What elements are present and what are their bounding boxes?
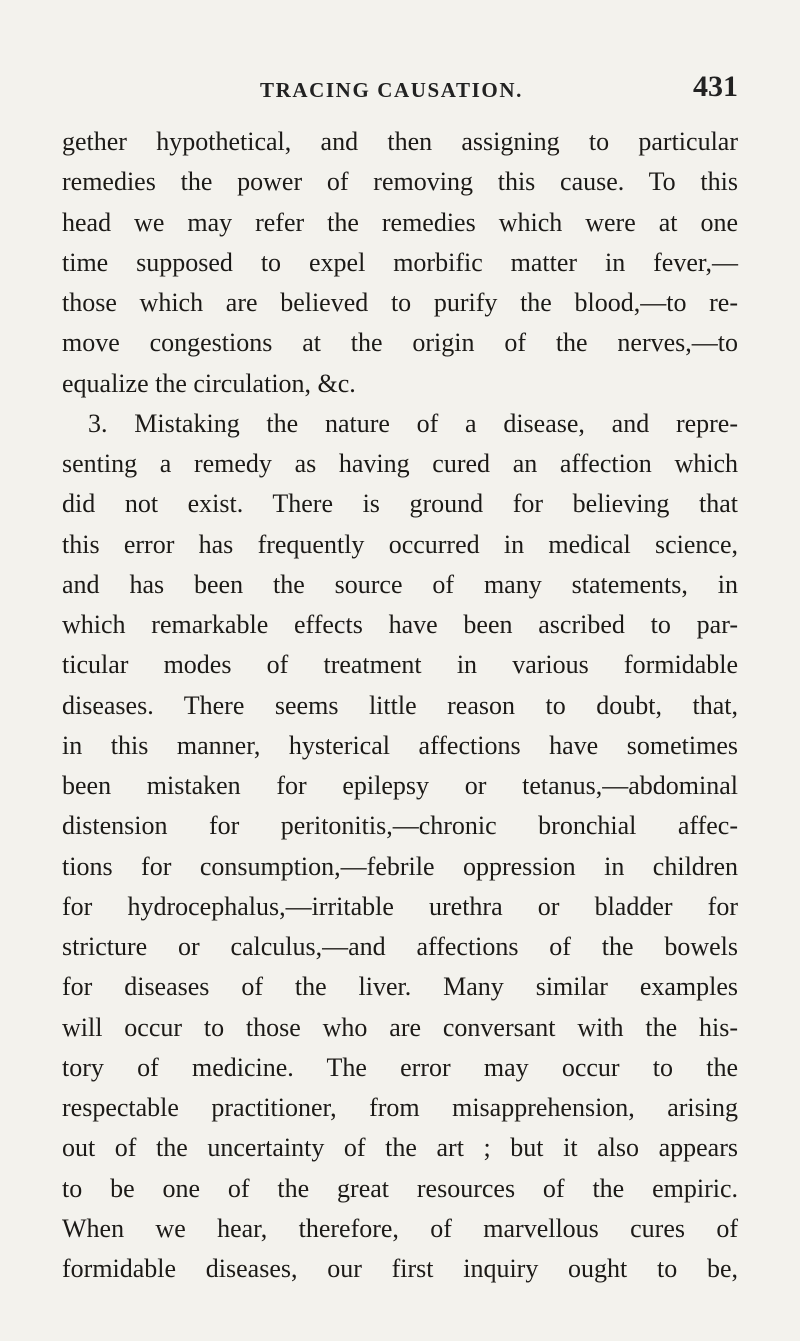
text-line: this error has frequently occurred in medical science,	[62, 529, 738, 559]
text-line: for diseases of the liver. Many similar examples	[62, 972, 738, 1002]
body-text	[62, 122, 738, 1289]
text-line: formidable diseases, our first inquiry ought to be,	[62, 1254, 738, 1283]
text-line: to be one of the great resources of the empiric.	[62, 1173, 738, 1203]
text-line: will occur to those who are conversant with the his-	[62, 1012, 738, 1042]
text-line: ticular modes of treatment in various formidable	[62, 650, 738, 680]
text-line: distension for peritonitis,—chronic bronchial affec-	[62, 811, 738, 841]
text-line: diseases. There seems little reason to doubt, that,	[62, 690, 738, 720]
text-line: time supposed to expel morbific matter in fever,—	[62, 247, 738, 277]
text-line: out of the uncertainty of the art ; but it also appears	[62, 1133, 738, 1163]
text-line: been mistaken for epilepsy or tetanus,—abdominal	[62, 771, 738, 800]
text-line: 3. Mistaking the nature of a disease, and repre-	[88, 408, 738, 438]
running-head	[60, 70, 738, 110]
text-line: senting a remedy as having cured an affection which	[62, 449, 738, 478]
text-line: did not exist. There is ground for believing that	[62, 489, 738, 519]
running-title: TRACING CAUSATION.	[260, 78, 523, 102]
text-line: respectable practitioner, from misapprehension, arising	[62, 1093, 738, 1122]
text-line: equalize the circulation, &c.	[62, 368, 356, 398]
text-line: remedies the power of removing this cause. To this	[62, 167, 738, 197]
text-line: gether hypothetical, and then assigning to particular	[62, 127, 738, 156]
text-line: move congestions at the origin of the nerves,—to	[62, 328, 738, 358]
text-line: stricture or calculus,—and affections of the bowels	[62, 932, 738, 961]
text-line: in this manner, hysterical affections have sometimes	[62, 730, 738, 760]
text-line: tions for consumption,—febrile oppression in children	[62, 851, 738, 881]
text-line: tory of medicine. The error may occur to the	[62, 1052, 738, 1082]
page-number: 431	[693, 70, 738, 103]
text-line: those which are believed to purify the blood,—to re-	[62, 288, 738, 317]
text-line: which remarkable effects have been ascribed to par-	[62, 610, 738, 639]
text-line: and has been the source of many statements, in	[62, 569, 738, 599]
text-line: When we hear, therefore, of marvellous cures of	[62, 1213, 738, 1243]
text-line: for hydrocephalus,—irritable urethra or bladder for	[62, 891, 738, 921]
text-line: head we may refer the remedies which were at one	[62, 207, 738, 237]
